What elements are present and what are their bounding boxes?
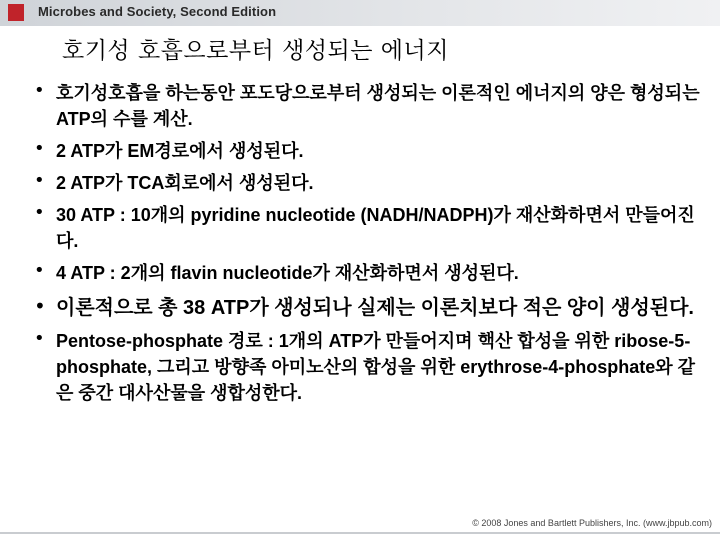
bullet-text: Pentose-phosphate 경로 : 1개의 ATP가 만들어지며 핵산 합성을 위한 ribose-5-phosphate, 그리고 방향족 아미노산의 합성을 위한 erythrose-4-phosphate와 같은 중간 대사산물을 생합성한다. xyxy=(56,331,696,403)
slide-title: 호기성 호흡으로부터 생성되는 에너지 xyxy=(62,38,449,64)
bullet-text: 4 ATP : 2개의 flavin nucleotide가 재산화하면서 생성된다. xyxy=(56,263,519,283)
header-band xyxy=(0,0,720,26)
bullet-list xyxy=(0,80,720,406)
bullet-item xyxy=(0,260,720,286)
bullet-item xyxy=(0,138,720,164)
bullet-text: 2 ATP가 EM경로에서 생성된다. xyxy=(56,141,304,161)
bullet-item xyxy=(0,294,720,322)
bullet-text: 호기성호흡을 하는동안 포도당으로부터 생성되는 이론적인 에너지의 양은 형성되는 ATP의 수를 계산. xyxy=(56,83,700,129)
bullet-text: 30 ATP : 10개의 pyridine nucleotide (NADH/NADPH)가 재산화하면서 만들어진다. xyxy=(56,205,695,251)
footer-divider xyxy=(0,532,720,534)
bullet-dot-icon: • xyxy=(34,170,45,191)
copyright-notice: © 2008 Jones and Bartlett Publishers, Inc. (www.jbpub.com) xyxy=(472,518,712,528)
bullet-item xyxy=(0,170,720,196)
bullet-dot-icon: • xyxy=(34,202,45,223)
bullet-text: 이론적으로 총 38 ATP가 생성되나 실제는 이론치보다 적은 양이 생성된다. xyxy=(56,297,694,319)
bullet-item xyxy=(0,80,720,132)
bullet-item xyxy=(0,328,720,406)
bullet-dot-icon: • xyxy=(34,80,45,101)
book-title: Microbes and Society, Second Edition xyxy=(38,4,277,19)
bullet-dot-icon: • xyxy=(34,294,46,318)
bullet-item xyxy=(0,202,720,254)
bullet-dot-icon: • xyxy=(34,260,45,281)
brand-square-icon xyxy=(8,4,24,21)
bullet-dot-icon: • xyxy=(34,328,45,349)
bullet-text: 2 ATP가 TCA회로에서 생성된다. xyxy=(56,173,314,193)
bullet-dot-icon: • xyxy=(34,138,45,159)
